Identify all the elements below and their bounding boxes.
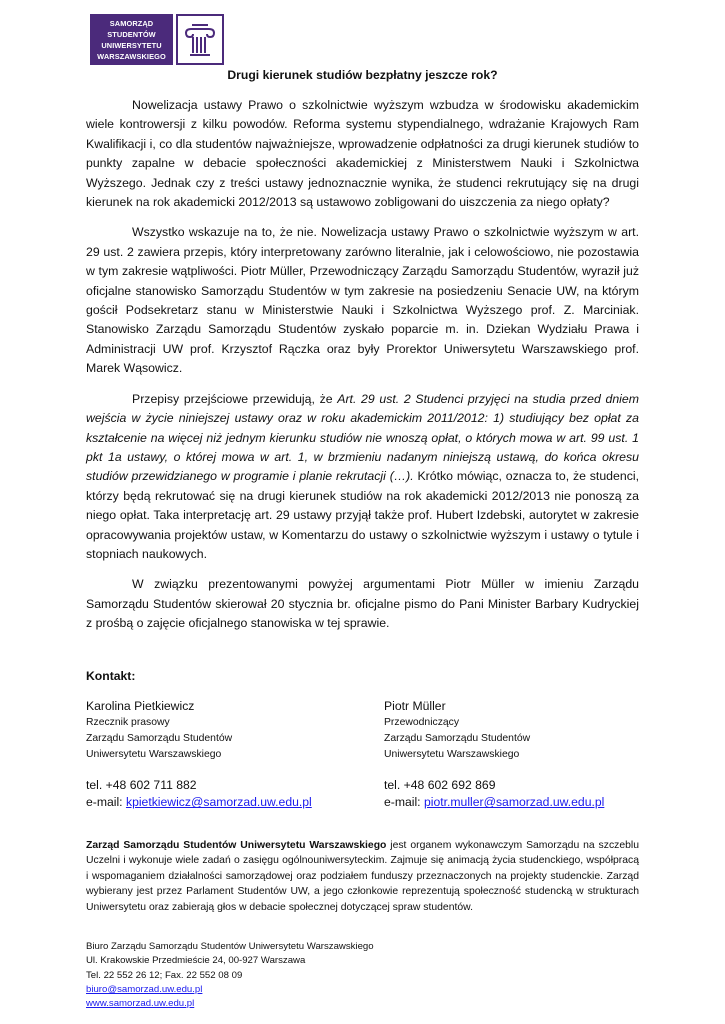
organization-name: Zarząd Samorządu Studentów Uniwersytetu Warszawskiego [86,840,387,851]
paragraph-conclusion: W związku prezentowanymi powyżej argumentami Piotr Müller w imieniu Zarządu Samorządu Studentów skierował 20 stycznia br. oficjalne pismo do Pani Minister Barbary Kudryckiej z prośbą o zajęcie oficjalnego stanowiska w tej sprawie. [86,577,639,631]
paragraph-lead: Przepisy przejściowe przewidują, że [132,391,338,406]
contact-org: Zarządu Samorządu Studentów [384,732,531,744]
contact-org: Uniwersytetu Warszawskiego [384,748,520,760]
contact-name: Piotr Müller [384,699,446,713]
about-text: jest organem wykonawczym Samorządu na szczeblu Uczelni i wykonuje wiele zadań o zasięgu ogólnouniwersyteckim. Zajmuje się animacją życia studenckiego, współpracą i wspomaganiem działalności samorządowej oraz podziałem funduszy przeznaczonych na projekty studenckie. Zarząd wybierany jest przez Parlament Studentów UW, a jego członkowie reprezentują społeczność studencką w strukturach Uniwersytetu oraz zabierają głos w debacie społecznej dotyczącej spraw studentów. [86,840,639,913]
paragraph-intro: Nowelizacja ustawy Prawo o szkolnictwie wyższym wzbudza w środowisku akademickim wiele kontrowersji z kilku powodów. Reforma systemu stypendialnego, wdrażanie Krajowych Ram Kwalifikacji i, co dla studentów najważniejsze, wprowadzenie odpłatności za drugi kierunek studiów to punkty zapalne w debacie społeczności akademickiej z Ministerstwem Nauki i Szkolnictwa Wyższego. Jednak czy z treści ustawy jednoznacznie wynika, że studenci rekrutujący się na drugi kierunek na rok akademicki 2012/2013 są ustawowo zobligowani do uiszczenia za niego opłaty? [86,98,639,210]
contact-phone: tel. +48 602 692 869 [384,778,496,793]
contact-role: Przewodniczący [384,717,460,728]
contact-card-press [86,698,312,811]
contact-email-row [86,794,312,811]
email-link[interactable]: kpietkiewicz@samorzad.uw.edu.pl [125,795,312,810]
logo-line: SAMORZĄD [109,18,154,28]
samorzad-logo [90,14,224,65]
article-body [86,96,639,645]
footer-email-link[interactable]: biuro@samorzad.uw.edu.pl [86,983,203,995]
email-label: e-mail: [86,795,126,810]
contact-card-president [384,698,604,811]
paragraph-tail: Krótko mówiąc, oznacza to, że studenci, którzy będą rekrutować się na drugi kierunek studiów na rok akademicki 2012/2013 nie ponoszą za niego opłat. Taka interpretację art. 29 ustawy przyjął także prof. Hubert Izdebski, autorytet w zakresie opracowywania projektów ustaw, w Komentarzu do ustawy o szkolnictwie wyższym i ustawy o tytule i stopniach naukowych. [86,469,639,561]
email-link[interactable]: piotr.muller@samorzad.uw.edu.pl [423,795,605,810]
contact-org: Uniwersytetu Warszawskiego [86,748,222,760]
logo-line: UNIWERSYTETU [101,40,162,50]
law-quote: Art. 29 ust. 2 Studenci przyjęci na studia przed dniem wejścia w życie niniejszej ustawy oraz w roku akademickim 2011/2012: 1) studiujący bez opłat za kształcenie na więcej niż jednym kierunku studiów nie wnoszą opłat, o których mowa w art. 99 ust. 1 pkt 1a ustawy, o której mowa w art. 1, w brzmieniu nadanym niniejszą ustawą, do końca okresu studiów przewidzianego w programie i planie rekrutacji (…). [86,391,639,484]
footer-address-block [86,940,374,1011]
about-organization [86,838,639,915]
email-label: e-mail: [384,795,424,810]
logo-wordmark [90,14,173,65]
contact-name: Karolina Pietkiewicz [86,699,195,713]
footer-office: Biuro Zarządu Samorządu Studentów Uniwersytetu Warszawskiego [86,941,374,952]
ionic-column-icon [176,14,224,65]
contact-phone: tel. +48 602 711 882 [86,778,197,793]
logo-line: STUDENTÓW [107,29,156,39]
contact-role: Rzecznik prasowy [86,717,170,728]
paragraph-transitional-provisions [86,390,639,565]
contact-org: Zarządu Samorządu Studentów [86,732,233,744]
document-title: Drugi kierunek studiów bezpłatny jeszcze rok? [227,68,498,82]
footer-phone: Tel. 22 552 26 12; Fax. 22 552 08 09 [86,969,243,981]
footer-website-link[interactable]: www.samorzad.uw.edu.pl [86,998,195,1010]
logo-line: WARSZAWSKIEGO [97,51,166,61]
footer-address: Ul. Krakowskie Przedmieście 24, 00-927 Warszawa [86,955,306,967]
contact-email-row [384,794,604,811]
contact-heading: Kontakt: [86,669,136,683]
paragraph-argument: Wszystko wskazuje na to, że nie. Nowelizacja ustawy Prawo o szkolnictwie wyższym w art. 29 ust. 2 zawiera przepis, który interpretowany zarówno literalnie, jak i celowościowo, nie pozostawia w tym zakresie wątpliwości. Piotr Müller, Przewodniczący Zarządu Samorządu Studentów, wyraził już oficjalne stanowisko Samorządu Studentów w tym zakresie na posiedzeniu Senacie UW, na którym gościł Podsekretarz stanu w Ministerstwie Nauki i Szkolnictwa Wyższego prof. Z. Marciniak. Stanowisko Zarządu Samorządu Studentów zyskało poparcie m. in. Dziekan Wydziału Prawa i Administracji UW prof. Krzysztof Rączka oraz były Prorektor Uniwersytetu Warszawskiego prof. Marek Wąsowicz. [86,225,639,376]
